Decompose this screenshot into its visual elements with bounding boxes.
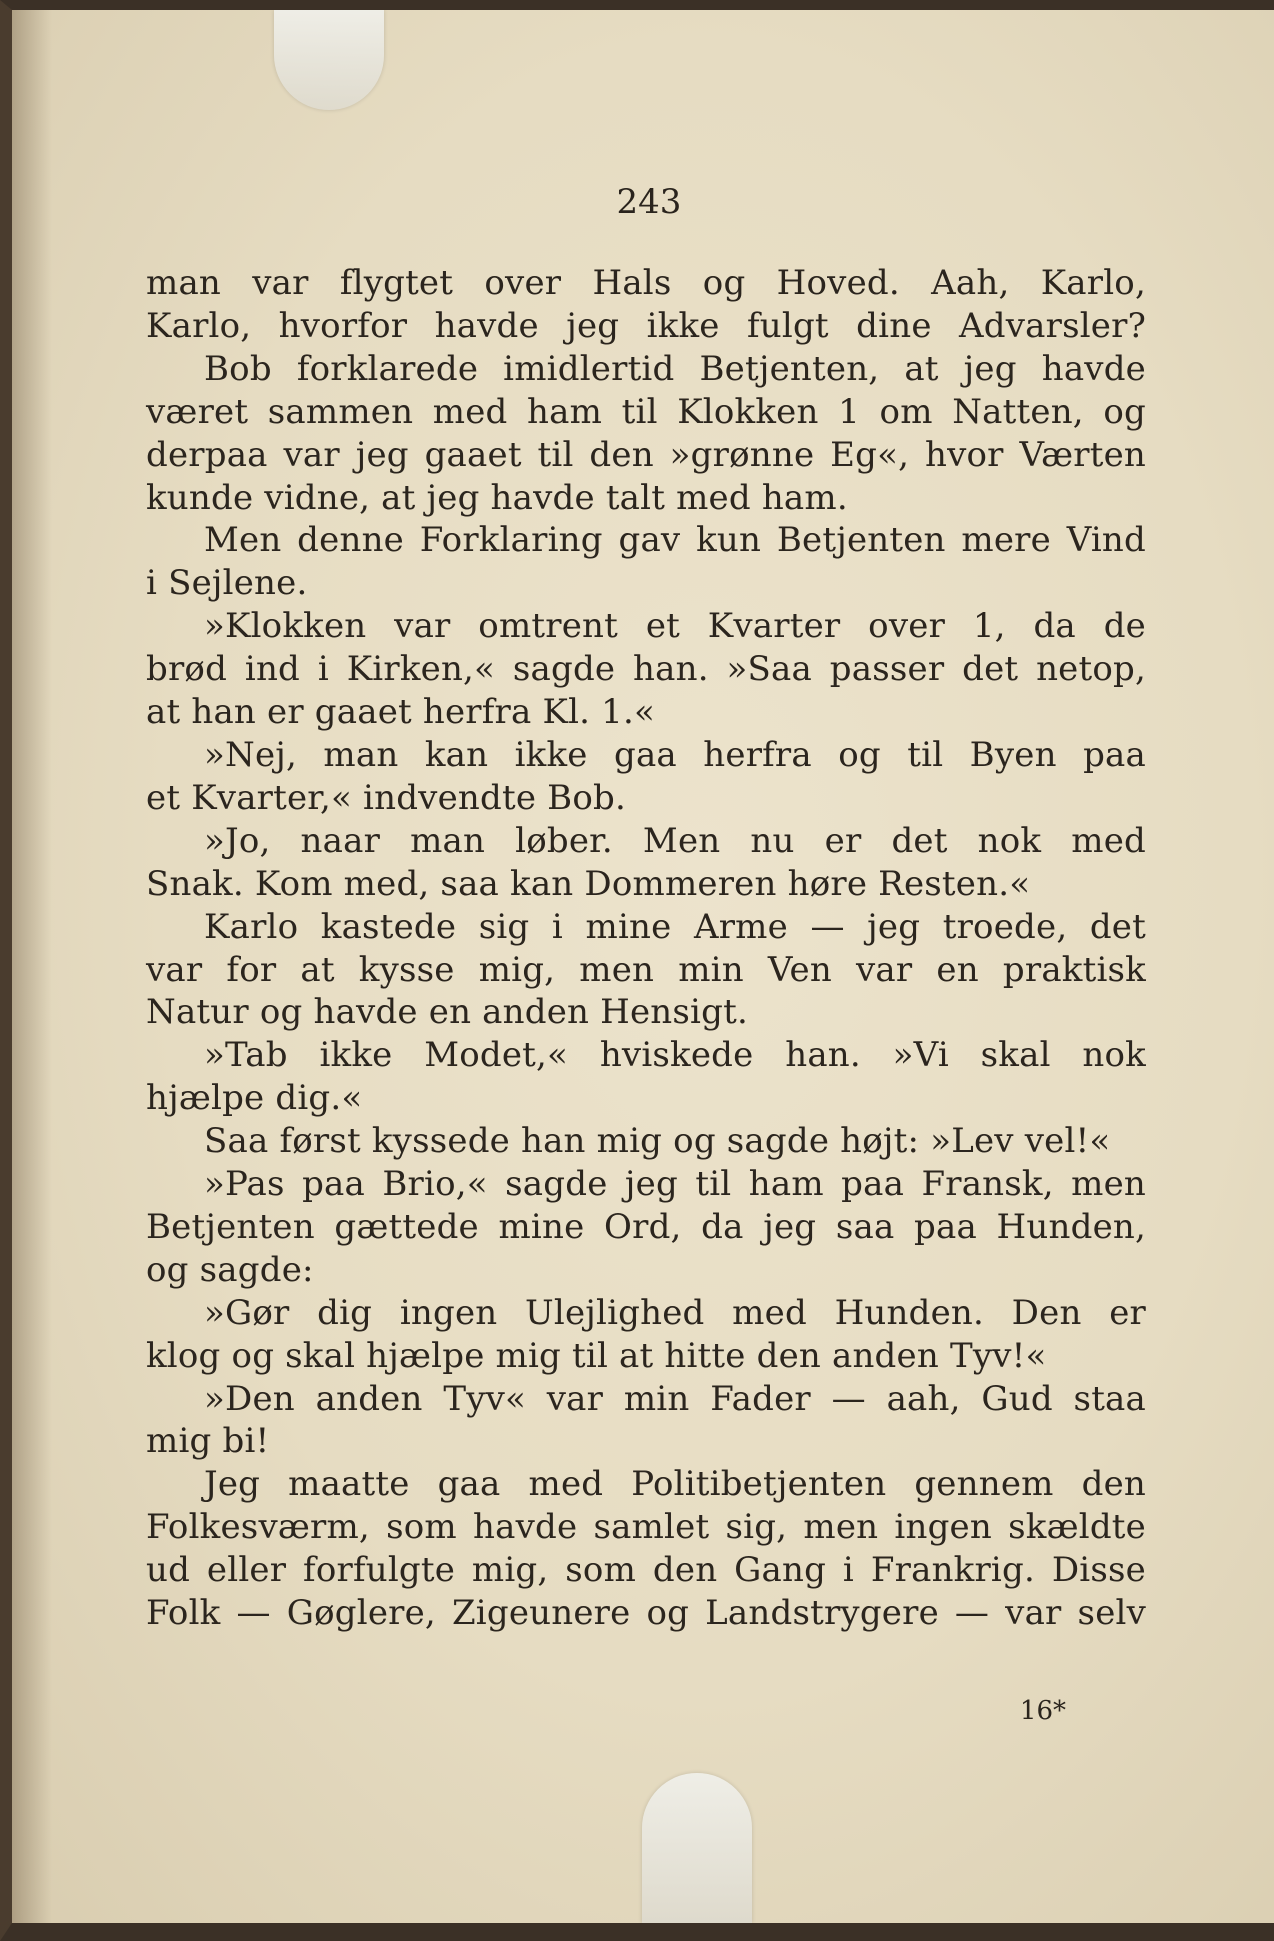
text-line: Karlo kastede sig i mine Arme — jeg troede, det — [204, 906, 1146, 947]
text-line: Karlo, hvorfor havde jeg ikke fulgt dine Advarsler? — [146, 305, 1146, 346]
top-page-clip — [274, 10, 384, 110]
text-line: Bob forklarede imidlertid Betjenten, at jeg havde — [204, 348, 1146, 389]
text-line: man var flygtet over Hals og Hoved. Aah, Karlo, — [146, 263, 1146, 303]
text-line: Folk — Gøglere, Zigeunere og Landstrygere — var selv — [146, 1593, 1146, 1634]
gutter-shadow — [12, 10, 52, 1923]
text-line: »Tab ikke Modet,« hviskede han. »Vi skal nok — [204, 1035, 1146, 1076]
body-text — [146, 262, 1146, 1635]
text-line: Saa først kyssede han mig og sagde højt: »Lev vel!« — [204, 1121, 1111, 1162]
page-number: 243 — [616, 182, 682, 222]
text-line: »Pas paa Brio,« sagde jeg til ham paa Fransk, men — [204, 1164, 1146, 1205]
text-line: i Sejlene. — [146, 563, 308, 604]
text-line: og sagde: — [146, 1249, 314, 1290]
text-line: »Nej, man kan ikke gaa herfra og til Byen paa — [204, 734, 1146, 775]
text-line: Snak. Kom med, saa kan Dommeren høre Resten.« — [146, 863, 1031, 904]
text-line: var for at kysse mig, men min Ven var en praktisk — [146, 949, 1146, 990]
text-line: »Den anden Tyv« var min Fader — aah, Gud staa — [204, 1378, 1146, 1419]
text-line: »Gør dig ingen Ulejlighed med Hunden. Den er — [204, 1292, 1146, 1333]
text-line: et Kvarter,« indvendte Bob. — [146, 777, 626, 818]
text-line: »Klokken var omtrent et Kvarter over 1, da de — [204, 606, 1146, 647]
text-line: klog og skal hjælpe mig til at hitte den anden Tyv!« — [146, 1335, 1047, 1376]
text-line: hjælpe dig.« — [146, 1078, 363, 1119]
text-line: mig bi! — [146, 1421, 270, 1462]
text-line: derpaa var jeg gaaet til den »grønne Eg«, hvor Værten — [146, 434, 1146, 475]
text-line: kunde vidne, at jeg havde talt med ham. — [146, 477, 848, 518]
text-line: været sammen med ham til Klokken 1 om Natten, og — [146, 391, 1146, 432]
signature-mark: 16* — [1019, 1696, 1066, 1726]
text-line: brød ind i Kirken,« sagde han. »Saa passer det netop, — [146, 649, 1146, 690]
text-line: Men denne Forklaring gav kun Betjenten mere Vind — [204, 520, 1146, 561]
text-line: ud eller forfulgte mig, som den Gang i Frankrig. Disse — [146, 1550, 1146, 1591]
text-line: »Jo, naar man løber. Men nu er det nok med — [204, 820, 1146, 861]
text-line: Folkesværm, som havde samlet sig, men ingen skældte — [146, 1507, 1146, 1548]
bottom-page-clip — [642, 1773, 752, 1923]
text-line: Jeg maatte gaa med Politibetjenten gennem den — [204, 1464, 1146, 1505]
text-line: Betjenten gættede mine Ord, da jeg saa paa Hunden, — [146, 1206, 1146, 1247]
text-line: Natur og havde en anden Hensigt. — [146, 992, 748, 1033]
text-line: at han er gaaet herfra Kl. 1.« — [146, 692, 656, 733]
